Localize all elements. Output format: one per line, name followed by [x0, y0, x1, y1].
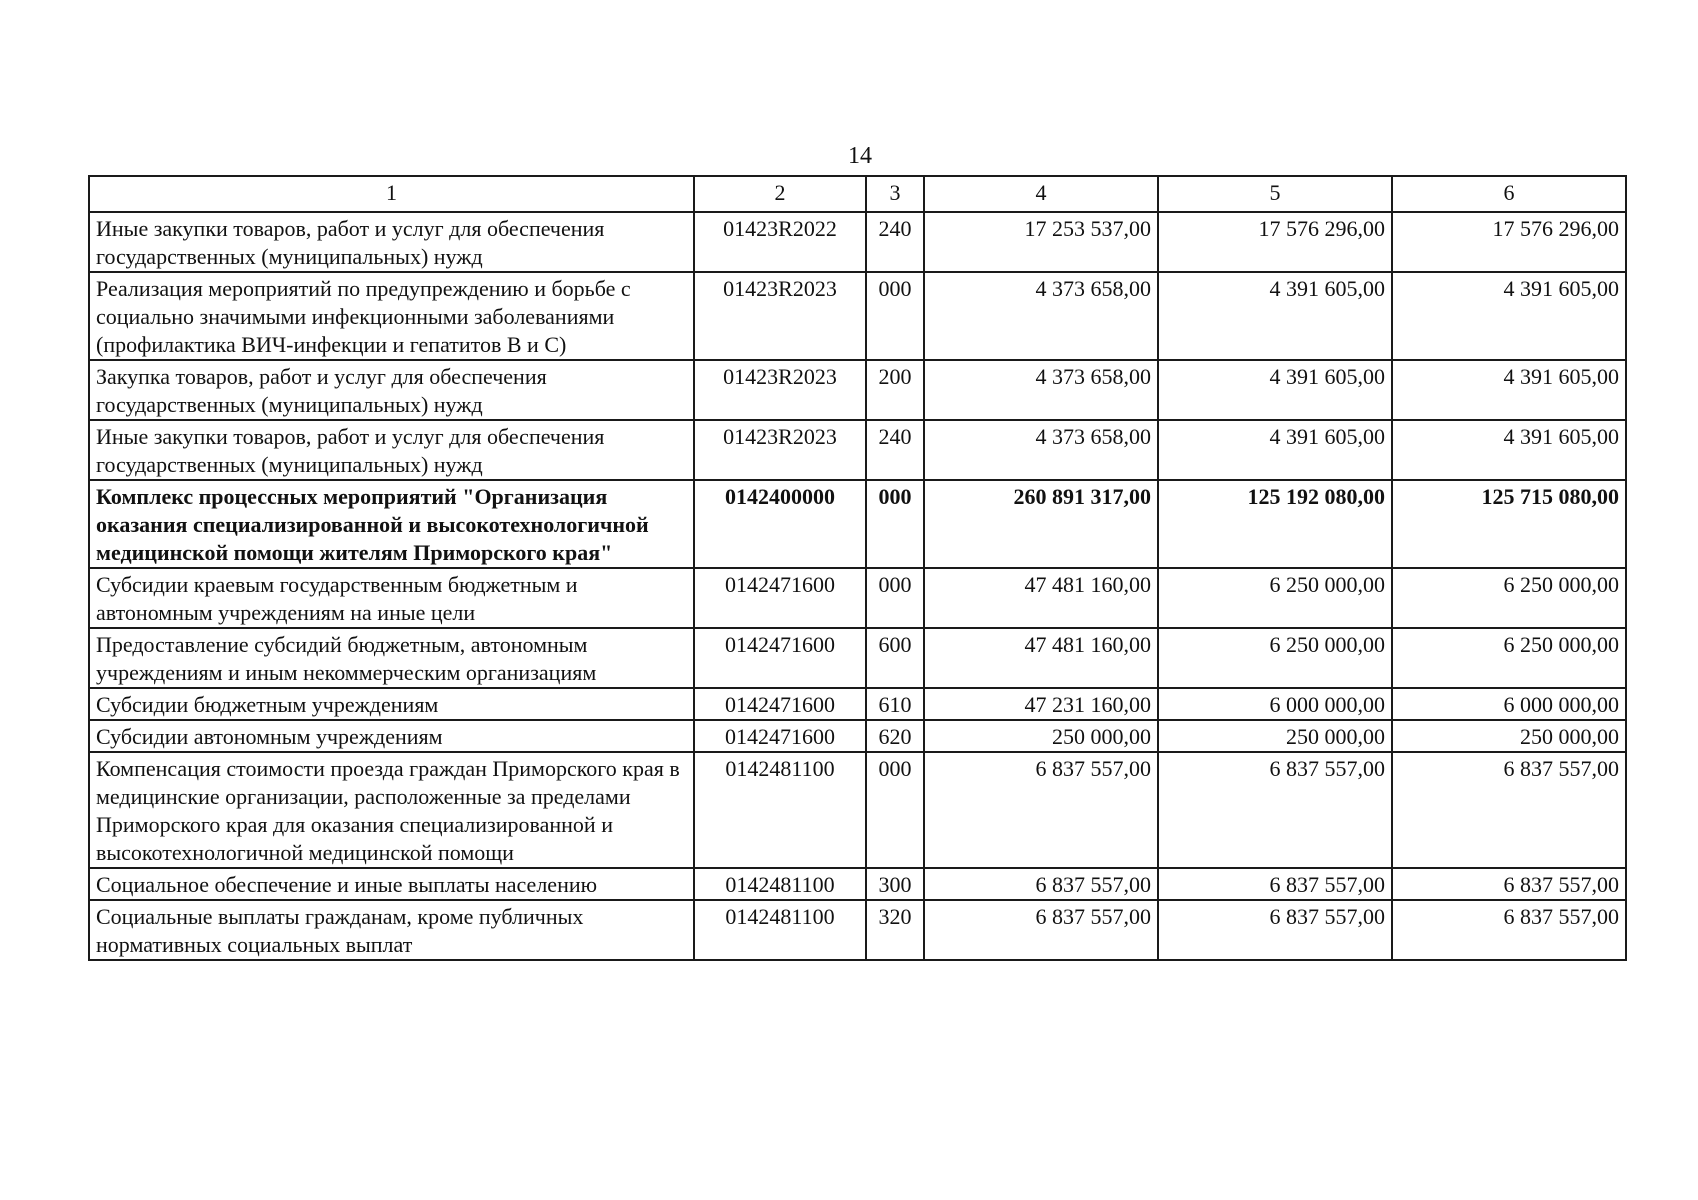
- row-amount-col5: 125 192 080,00: [1158, 480, 1392, 568]
- table-row: [89, 420, 1626, 480]
- row-amount-col5: 6 250 000,00: [1158, 568, 1392, 628]
- row-name-cell: Компенсация стоимости проезда граждан Приморского края в медицинские организации, расположенные за пределами Приморского края для оказания специализированной и высокотехнологичной медицинской помощи: [89, 752, 694, 868]
- row-amount-col6: 17 576 296,00: [1392, 212, 1626, 272]
- row-code-cell: 0142481100: [694, 900, 866, 960]
- table-row: [89, 720, 1626, 752]
- table-row: [89, 688, 1626, 720]
- row-name-cell: Комплекс процессных мероприятий "Организация оказания специализированной и высокотехнологичной медицинской помощи жителям Приморского края": [89, 480, 694, 568]
- row-name-cell: Социальное обеспечение и иные выплаты населению: [89, 868, 694, 900]
- row-amount-col6: 6 250 000,00: [1392, 568, 1626, 628]
- row-amount-col5: 4 391 605,00: [1158, 272, 1392, 360]
- row-code-cell: 0142481100: [694, 868, 866, 900]
- row-amount-col5: 250 000,00: [1158, 720, 1392, 752]
- row-name-cell: Субсидии автономным учреждениям: [89, 720, 694, 752]
- row-name-cell: Субсидии краевым государственным бюджетным и автономным учреждениям на иные цели: [89, 568, 694, 628]
- table-row: [89, 900, 1626, 960]
- row-amount-col4: 6 837 557,00: [924, 900, 1158, 960]
- page-number: 14: [848, 143, 872, 169]
- table-body: [89, 212, 1626, 960]
- row-amount-col4: 17 253 537,00: [924, 212, 1158, 272]
- table-row: [89, 628, 1626, 688]
- row-type-cell: 000: [866, 752, 924, 868]
- row-amount-col4: 47 231 160,00: [924, 688, 1158, 720]
- row-code-cell: 01423R2023: [694, 420, 866, 480]
- row-type-cell: 600: [866, 628, 924, 688]
- table-row: [89, 480, 1626, 568]
- row-amount-col6: 6 837 557,00: [1392, 900, 1626, 960]
- row-type-cell: 240: [866, 212, 924, 272]
- row-amount-col4: 250 000,00: [924, 720, 1158, 752]
- row-code-cell: 0142471600: [694, 568, 866, 628]
- row-amount-col6: 6 000 000,00: [1392, 688, 1626, 720]
- row-amount-col5: 6 837 557,00: [1158, 868, 1392, 900]
- row-name-cell: Субсидии бюджетным учреждениям: [89, 688, 694, 720]
- row-code-cell: 01423R2023: [694, 360, 866, 420]
- row-amount-col6: 4 391 605,00: [1392, 420, 1626, 480]
- row-name-cell: Закупка товаров, работ и услуг для обеспечения государственных (муниципальных) нужд: [89, 360, 694, 420]
- row-amount-col4: 47 481 160,00: [924, 568, 1158, 628]
- header-col-1: 1: [89, 176, 694, 212]
- header-col-2: 2: [694, 176, 866, 212]
- row-amount-col6: 250 000,00: [1392, 720, 1626, 752]
- row-amount-col5: 4 391 605,00: [1158, 420, 1392, 480]
- row-amount-col6: 125 715 080,00: [1392, 480, 1626, 568]
- row-amount-col4: 4 373 658,00: [924, 272, 1158, 360]
- row-name-cell: Иные закупки товаров, работ и услуг для обеспечения государственных (муниципальных) нужд: [89, 420, 694, 480]
- row-code-cell: 0142400000: [694, 480, 866, 568]
- row-type-cell: 240: [866, 420, 924, 480]
- row-name-cell: Реализация мероприятий по предупреждению и борьбе с социально значимыми инфекционными заболеваниями (профилактика ВИЧ-инфекции и гепатитов В и С): [89, 272, 694, 360]
- row-amount-col4: 4 373 658,00: [924, 360, 1158, 420]
- row-type-cell: 200: [866, 360, 924, 420]
- row-amount-col5: 6 250 000,00: [1158, 628, 1392, 688]
- table-header-row: [89, 176, 1626, 212]
- row-type-cell: 000: [866, 568, 924, 628]
- row-name-cell: Предоставление субсидий бюджетным, автономным учреждениям и иным некоммерческим организациям: [89, 628, 694, 688]
- row-name-cell: Иные закупки товаров, работ и услуг для обеспечения государственных (муниципальных) нужд: [89, 212, 694, 272]
- row-amount-col5: 6 837 557,00: [1158, 752, 1392, 868]
- row-code-cell: 0142481100: [694, 752, 866, 868]
- row-type-cell: 320: [866, 900, 924, 960]
- row-amount-col6: 6 837 557,00: [1392, 752, 1626, 868]
- row-amount-col4: 4 373 658,00: [924, 420, 1158, 480]
- row-amount-col4: 47 481 160,00: [924, 628, 1158, 688]
- table-row: [89, 212, 1626, 272]
- row-type-cell: 620: [866, 720, 924, 752]
- table-row: [89, 568, 1626, 628]
- row-amount-col4: 260 891 317,00: [924, 480, 1158, 568]
- row-amount-col5: 4 391 605,00: [1158, 360, 1392, 420]
- row-type-cell: 300: [866, 868, 924, 900]
- header-col-6: 6: [1392, 176, 1626, 212]
- row-type-cell: 610: [866, 688, 924, 720]
- row-amount-col6: 6 250 000,00: [1392, 628, 1626, 688]
- header-col-5: 5: [1158, 176, 1392, 212]
- row-code-cell: 0142471600: [694, 688, 866, 720]
- row-amount-col6: 4 391 605,00: [1392, 272, 1626, 360]
- row-amount-col4: 6 837 557,00: [924, 752, 1158, 868]
- table-row: [89, 272, 1626, 360]
- row-code-cell: 0142471600: [694, 720, 866, 752]
- row-amount-col5: 6 000 000,00: [1158, 688, 1392, 720]
- row-type-cell: 000: [866, 480, 924, 568]
- row-amount-col5: 17 576 296,00: [1158, 212, 1392, 272]
- row-code-cell: 01423R2022: [694, 212, 866, 272]
- row-amount-col5: 6 837 557,00: [1158, 900, 1392, 960]
- row-code-cell: 0142471600: [694, 628, 866, 688]
- header-col-3: 3: [866, 176, 924, 212]
- table-row: [89, 360, 1626, 420]
- row-name-cell: Социальные выплаты гражданам, кроме публичных нормативных социальных выплат: [89, 900, 694, 960]
- table-row: [89, 868, 1626, 900]
- row-amount-col4: 6 837 557,00: [924, 868, 1158, 900]
- budget-table: [88, 175, 1627, 961]
- row-amount-col6: 4 391 605,00: [1392, 360, 1626, 420]
- row-amount-col6: 6 837 557,00: [1392, 868, 1626, 900]
- header-col-4: 4: [924, 176, 1158, 212]
- table-row: [89, 752, 1626, 868]
- row-code-cell: 01423R2023: [694, 272, 866, 360]
- row-type-cell: 000: [866, 272, 924, 360]
